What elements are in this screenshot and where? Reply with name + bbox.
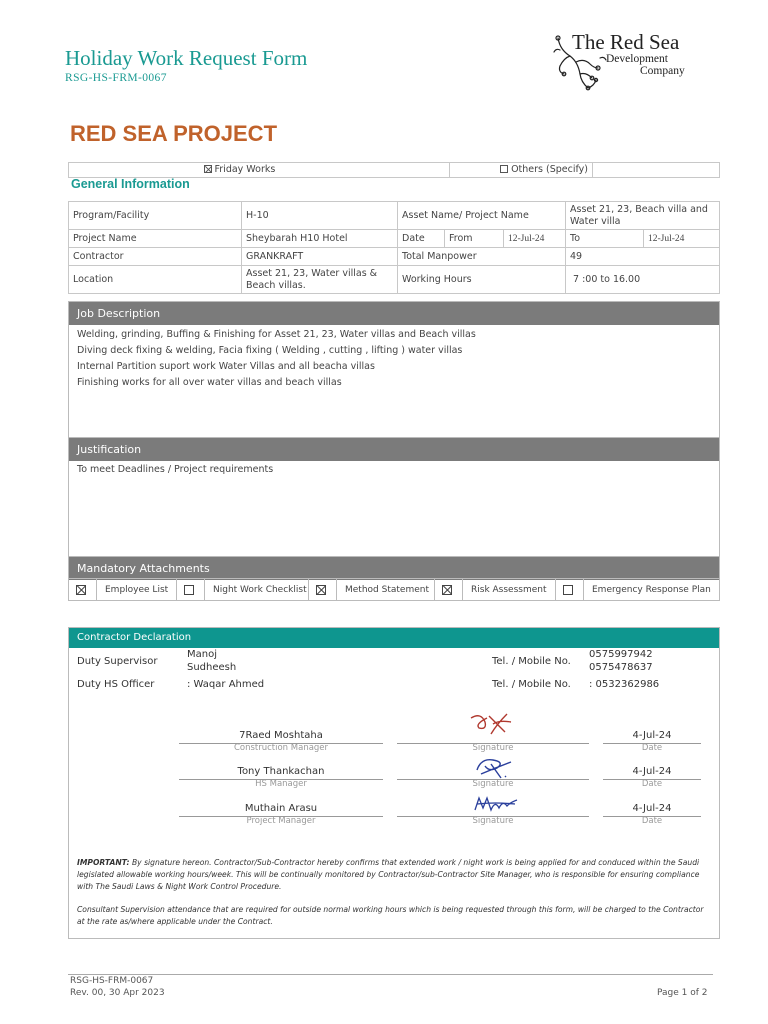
manpower-label: Total Manpower bbox=[398, 248, 566, 266]
contractor-declaration-section bbox=[68, 627, 720, 939]
from-date-value: 12-Jul-24 bbox=[504, 230, 566, 248]
employee-list-label: Employee List bbox=[97, 579, 177, 600]
supervisor-tel-2: 0575478637 bbox=[589, 662, 653, 673]
job-description-line: Welding, grinding, Buffing & Finishing for Asset 21, 23, Water villas and Beach villas bbox=[77, 329, 476, 340]
others-option[interactable] bbox=[460, 163, 593, 178]
risk-assessment-checkbox-cell[interactable] bbox=[435, 579, 463, 600]
job-description-line: Diving deck fixing & welding, Facia fixing ( Welding , cutting , lifting ) water villas bbox=[77, 345, 463, 356]
duty-supervisor-label: Duty Supervisor bbox=[77, 656, 158, 667]
footer-revision: Rev. 00, 30 Apr 2023 bbox=[70, 988, 165, 998]
signatory-role: HS Manager bbox=[255, 779, 307, 789]
project-name-label: Project Name bbox=[69, 230, 242, 248]
signatory-name: 7Raed Moshtaha bbox=[239, 730, 323, 741]
signatory-date: 4-Jul-24 bbox=[632, 766, 672, 777]
footer-divider bbox=[68, 974, 713, 975]
others-label: Others (Specify) bbox=[511, 164, 588, 175]
night-work-checklist-checkbox-cell[interactable] bbox=[177, 579, 205, 600]
signature-mark-icon bbox=[471, 792, 519, 816]
asset-label: Asset Name/ Project Name bbox=[398, 202, 566, 230]
consultant-notice: Consultant Supervision attendance that are required for outside normal working hours which is being requested through this form, will be charged to the Contractor at the rate as/where applicable under the Contract. bbox=[77, 905, 704, 926]
risk-assessment-checkbox[interactable] bbox=[442, 585, 452, 595]
job-description-title: Job Description bbox=[69, 302, 719, 325]
program-value: H-10 bbox=[242, 202, 398, 230]
company-logo bbox=[550, 28, 710, 94]
justification-section bbox=[68, 437, 720, 557]
duty-supervisor-name-2: Sudheesh bbox=[187, 662, 237, 673]
footer-page-number: Page 1 of 2 bbox=[657, 988, 708, 998]
signatory-date: 4-Jul-24 bbox=[632, 730, 672, 741]
date-caption: Date bbox=[641, 743, 663, 753]
asset-value: Asset 21, 23, Beach villa and Water villa bbox=[566, 202, 720, 230]
signature-caption: Signature bbox=[472, 816, 514, 826]
friday-works-label: Friday Works bbox=[214, 164, 276, 175]
method-statement-label: Method Statement bbox=[337, 579, 435, 600]
night-work-checklist-label: Night Work Checklist bbox=[205, 579, 309, 600]
signature-mark-icon bbox=[467, 710, 515, 738]
project-title: RED SEA PROJECT bbox=[70, 121, 278, 146]
important-text: By signature hereon. Contractor/Sub-Contractor hereby confirms that extended work / night work is being applied for and conduced within the Saudi legislated allowable working hours/week. This will be continually monitored by Contractor/sub-Contractor Site Manager, who is responsible for ensuring compliance with The Saudi Laws & Night Work Control Procedure. bbox=[77, 858, 700, 891]
contractor-label: Contractor bbox=[69, 248, 242, 266]
location-value: Asset 21, 23, Water villas & Beach villas. bbox=[242, 266, 398, 294]
method-statement-checkbox[interactable] bbox=[316, 585, 326, 595]
hs-officer-tel: : 0532362986 bbox=[589, 679, 660, 690]
emergency-response-plan-checkbox-cell[interactable] bbox=[556, 579, 584, 600]
signatory-name: Muthain Arasu bbox=[244, 803, 318, 814]
logo-line-2: Development bbox=[606, 53, 668, 65]
risk-assessment-label: Risk Assessment bbox=[463, 579, 556, 600]
job-description-line: Internal Partition suport work Water Villas and all beacha villas bbox=[77, 361, 375, 372]
job-description-section bbox=[68, 301, 720, 438]
employee-list-checkbox-cell[interactable] bbox=[69, 579, 97, 600]
signature-mark-icon bbox=[471, 754, 515, 780]
duty-hs-officer-name: : Waqar Ahmed bbox=[187, 679, 265, 690]
emergency-response-plan-checkbox[interactable] bbox=[563, 585, 573, 595]
from-label: From bbox=[445, 230, 504, 248]
logo-line-1: The Red Sea bbox=[572, 30, 680, 54]
contractor-value: GRANKRAFT bbox=[242, 248, 398, 266]
date-label: Date bbox=[398, 230, 445, 248]
logo-line-3: Company bbox=[640, 65, 685, 77]
friday-works-option[interactable] bbox=[200, 163, 450, 178]
footer-form-code: RSG-HS-FRM-0067 bbox=[70, 976, 154, 986]
night-work-checklist-checkbox[interactable] bbox=[184, 585, 194, 595]
attachments-section bbox=[68, 556, 720, 579]
job-description-line: Finishing works for all over water villas and beach villas bbox=[77, 377, 342, 388]
signatory-name: Tony Thankachan bbox=[237, 766, 325, 777]
justification-title: Justification bbox=[69, 438, 719, 461]
duty-hs-officer-label: Duty HS Officer bbox=[77, 679, 155, 690]
date-caption: Date bbox=[641, 816, 663, 826]
supervisor-tel-label: Tel. / Mobile No. bbox=[492, 656, 571, 667]
project-name-value: Sheybarah H10 Hotel bbox=[242, 230, 398, 248]
friday-works-checkbox[interactable] bbox=[204, 165, 212, 173]
contractor-declaration-title: Contractor Declaration bbox=[69, 628, 719, 648]
method-statement-checkbox-cell[interactable] bbox=[309, 579, 337, 600]
signatory-date: 4-Jul-24 bbox=[632, 803, 672, 814]
working-hours-label: Working Hours bbox=[398, 266, 566, 294]
to-date-value: 12-Jul-24 bbox=[644, 230, 720, 248]
date-caption: Date bbox=[641, 779, 663, 789]
attachments-row bbox=[68, 578, 720, 601]
supervisor-tel-1: 0575997942 bbox=[589, 649, 653, 660]
to-label: To bbox=[566, 230, 644, 248]
program-label: Program/Facility bbox=[69, 202, 242, 230]
form-title: Holiday Work Request Form bbox=[65, 46, 308, 70]
attachments-title: Mandatory Attachments bbox=[69, 557, 719, 580]
important-label: IMPORTANT: bbox=[77, 858, 130, 867]
justification-text: To meet Deadlines / Project requirements bbox=[77, 464, 274, 475]
general-information-title: General Information bbox=[71, 177, 190, 191]
location-label: Location bbox=[69, 266, 242, 294]
general-information-table bbox=[68, 201, 720, 294]
emergency-response-plan-label: Emergency Response Plan bbox=[592, 584, 711, 595]
hs-officer-tel-label: Tel. / Mobile No. bbox=[492, 679, 571, 690]
important-notice bbox=[77, 857, 709, 928]
signatory-role: Project Manager bbox=[246, 816, 316, 826]
manpower-value: 49 bbox=[566, 248, 720, 266]
work-type-table bbox=[68, 162, 720, 178]
signature-caption: Signature bbox=[472, 779, 514, 789]
form-code: RSG-HS-FRM-0067 bbox=[65, 72, 167, 84]
signature-caption: Signature bbox=[472, 743, 514, 753]
signatory-role: Construction Manager bbox=[233, 743, 329, 753]
duty-supervisor-name-1: Manoj bbox=[187, 649, 217, 660]
others-checkbox[interactable] bbox=[500, 165, 508, 173]
working-hours-value: 7 :00 to 16.00 bbox=[566, 266, 720, 294]
employee-list-checkbox[interactable] bbox=[76, 585, 86, 595]
